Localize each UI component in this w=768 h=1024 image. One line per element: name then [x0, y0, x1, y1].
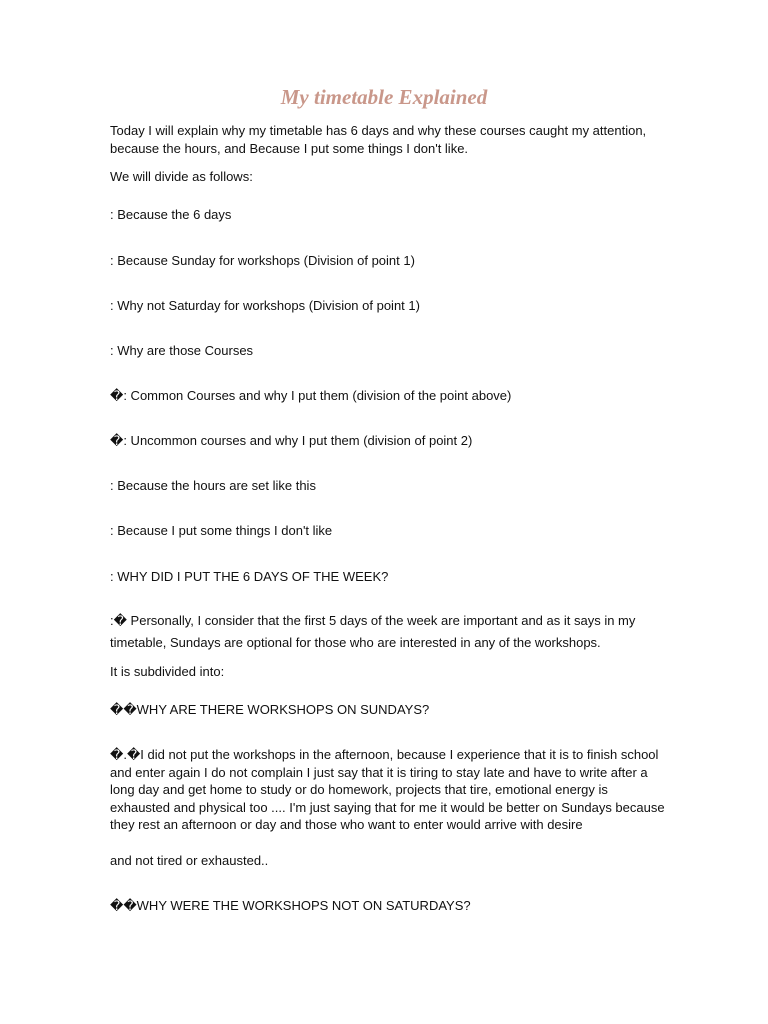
intro-paragraph: Today I will explain why my timetable has 6 days and why these courses caught my attention, because the hours, and Because I put some things I don't like. [110, 123, 647, 156]
outline-item-7: : Because the hours are set like this [110, 478, 316, 493]
outline-item-3: : Why not Saturday for workshops (Division of point 1) [110, 298, 420, 313]
sub2-heading: ��WHY WERE THE WORKSHOPS NOT ON SATURDAYS? [110, 898, 471, 913]
document-title: My timetable Explained [280, 85, 488, 109]
outline-item-2: : Because Sunday for workshops (Division of point 1) [110, 253, 415, 268]
section1-body: :� Personally, I consider that the first 5 days of the week are important and as it says in my timetable, Sundays are optional for those who are interested in any of the workshops. [110, 613, 636, 650]
sub1-heading: ��WHY ARE THERE WORKSHOPS ON SUNDAYS? [110, 702, 430, 717]
subdivided-label: It is subdivided into: [110, 664, 225, 679]
outline-item-4: : Why are those Courses [110, 343, 254, 358]
outline-item-5: �: Common Courses and why I put them (division of the point above) [110, 388, 512, 403]
sub1-body: �.�I did not put the workshops in the afternoon, because I experience that it is to finish school and enter again I do not complain I just say that it is tiring to stay late and have to write after a long day and get home to study or do homework, projects that tire, emotional energy is exhausted and physical too .... I'm just saying that for me it would be better on Sundays because they rest an afternoon or day and those who want to enter would arrive with desire [110, 747, 665, 832]
sub1-end: and not tired or exhausted.. [110, 853, 269, 868]
outline-item-8: : Because I put some things I don't like [110, 523, 333, 538]
section1-heading: : WHY DID I PUT THE 6 DAYS OF THE WEEK? [110, 569, 389, 584]
outline-item-6: �: Uncommon courses and why I put them (division of point 2) [110, 433, 473, 448]
outline-item-1: : Because the 6 days [110, 207, 232, 222]
divide-intro: We will divide as follows: [110, 169, 253, 184]
